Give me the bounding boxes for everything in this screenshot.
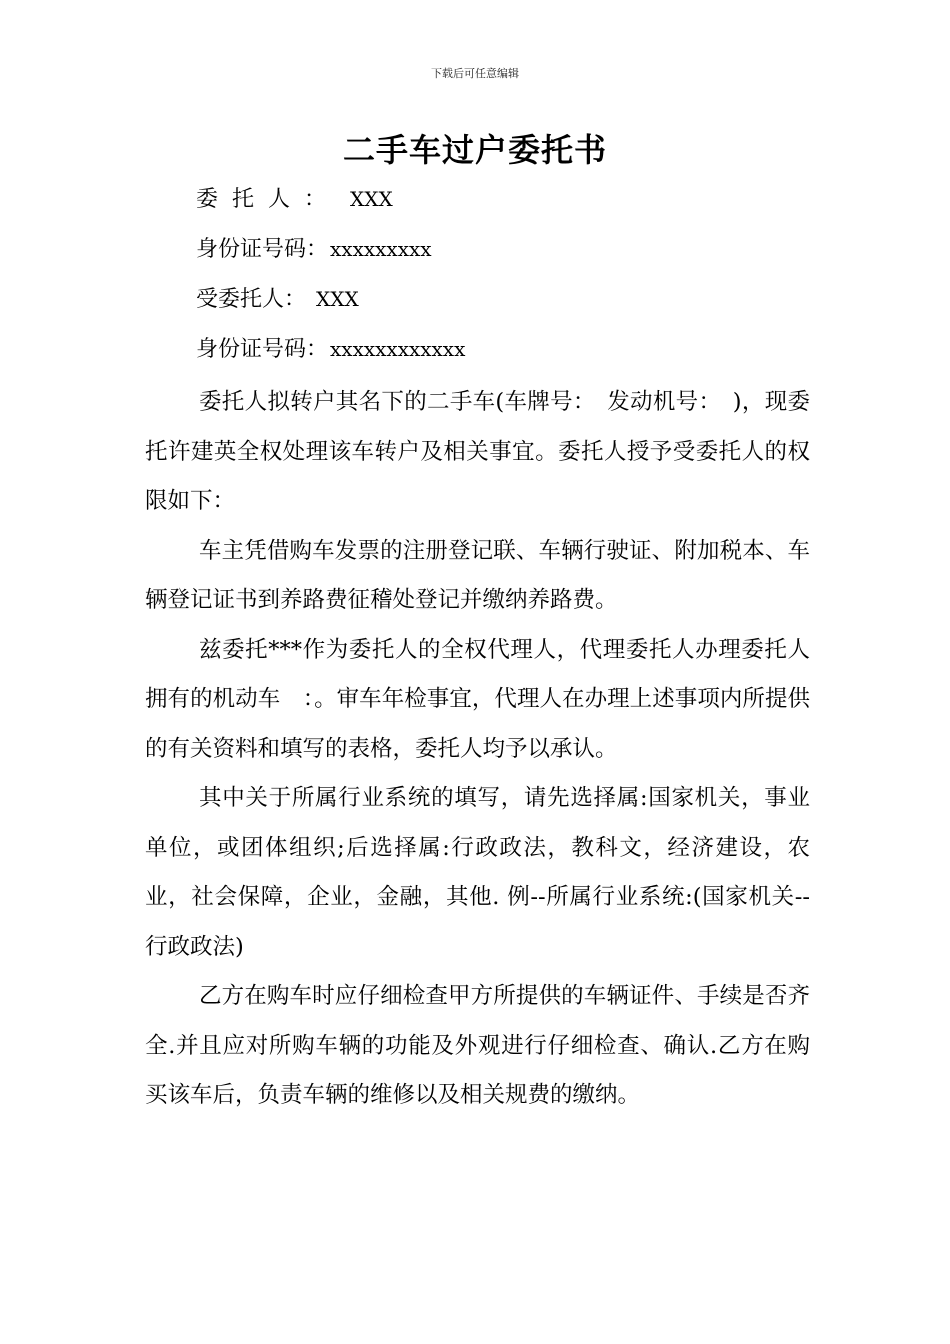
principal-value: XXX (350, 187, 393, 211)
principal-id-value: xxxxxxxxx (330, 237, 432, 261)
principal-field (196, 182, 393, 217)
agent-field (196, 282, 359, 317)
paragraph-authorization: 委托人拟转户其名下的二手车(车牌号： 发动机号： )，现委托许建英全权处理该车转户及相关事宜。委托人授予受委托人的权限如下： (145, 389, 810, 514)
agent-label: 受委托人： (196, 287, 307, 312)
agent-id-value: xxxxxxxxxxxx (330, 337, 466, 361)
agent-value: XXX (316, 287, 359, 311)
agent-id-field (196, 332, 465, 367)
principal-label: 委托人： (196, 187, 341, 212)
paragraph-road-fee: 车主凭借购车发票的注册登记联、车辆行驶证、附加税本、车辆登记证书到养路费征稽处登记并缴纳养路费。 (145, 537, 810, 613)
document-body (145, 378, 810, 1121)
header-note: 下载后可任意编辑 (431, 67, 519, 80)
paragraph-buyer-duties: 乙方在购车时应仔细检查甲方所提供的车辆证件、手续是否齐全.并且应对所购车辆的功能及外观进行仔细检查、确认.乙方在购买该车后，负责车辆的维修以及相关规费的缴纳。 (145, 983, 810, 1108)
paragraph-inspection: 兹委托***作为委托人的全权代理人，代理委托人办理委托人拥有的机动车 ：。审车年检事宜，代理人在办理上述事项内所提供的有关资料和填写的表格，委托人均予以承认。 (145, 636, 810, 762)
paragraph-industry-system: 其中关于所属行业系统的填写，请先选择属:国家机关，事业单位，或团体组织;后选择属:行政政法，教科文，经济建设，农业，社会保障，企业，金融，其他. 例--所属行业系统:(国家机关--行政政法) (145, 785, 810, 960)
document-title: 二手车过户委托书 (342, 131, 607, 169)
agent-id-label: 身份证号码： (196, 337, 329, 362)
principal-id-field (196, 232, 432, 267)
principal-id-label: 身份证号码： (196, 237, 329, 262)
